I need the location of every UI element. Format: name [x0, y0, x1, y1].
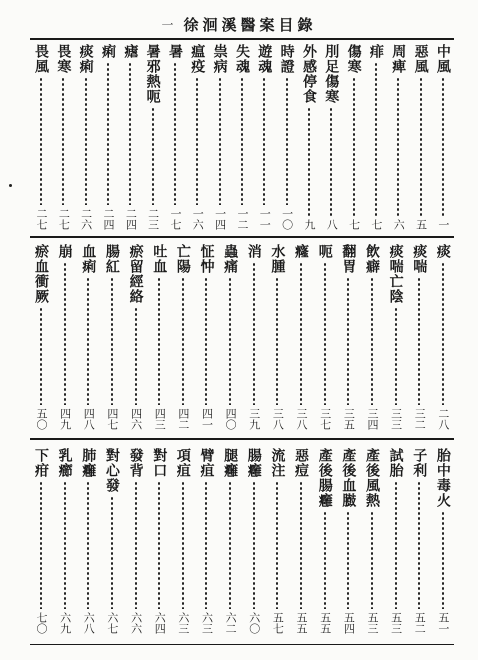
leader-dots: [395, 307, 397, 405]
leader-dots: [286, 77, 288, 205]
entry-title: 傷寒: [345, 44, 362, 74]
entry-title: 消: [245, 244, 262, 259]
toc-entry: [410, 44, 432, 230]
leader-dots: [420, 77, 422, 216]
entry-page-number: 七: [347, 219, 361, 230]
toc-band-3: [30, 448, 454, 634]
entry-title: 崩: [56, 244, 73, 259]
toc-entry: [142, 44, 164, 230]
entry-page-number: 二三: [146, 208, 160, 230]
entry-title: 翻胃: [340, 244, 357, 274]
section-rule-1: [30, 236, 454, 238]
margin-mark: [9, 184, 12, 187]
toc-entry: [30, 44, 52, 230]
entry-page-number: 八: [325, 219, 339, 230]
toc-entry: [30, 244, 52, 430]
toc-entry: [266, 244, 288, 430]
toc-entry: [290, 448, 312, 634]
section-rule-2: [30, 438, 454, 440]
toc-entry: [195, 448, 217, 634]
entry-page-number: 六六: [129, 612, 143, 634]
entry-page-number: 四八: [82, 408, 96, 430]
toc-entry: [337, 244, 359, 430]
entry-title: 項疽: [174, 448, 191, 478]
entry-page-number: 七〇: [35, 612, 48, 634]
entry-title: 祟病: [211, 44, 228, 74]
entry-title: 試胎: [387, 448, 404, 478]
entry-title: 對口: [151, 448, 168, 478]
entry-page-number: 三九: [247, 408, 261, 430]
toc-entry: [314, 244, 336, 430]
toc-entry: [314, 448, 336, 634]
leader-dots: [229, 481, 231, 609]
leader-dots: [442, 262, 444, 405]
top-rule: [30, 38, 454, 40]
entry-page-number: 三三: [389, 408, 403, 430]
leader-dots: [253, 262, 255, 405]
toc-entry: [365, 44, 387, 230]
entry-title: 子利: [411, 448, 428, 478]
entry-page-number: 三八: [295, 408, 309, 430]
toc-entry: [243, 244, 265, 430]
entry-page-number: 二七: [57, 208, 71, 230]
leader-dots: [182, 481, 184, 609]
toc-entry: [148, 448, 170, 634]
toc-entry: [361, 448, 383, 634]
entry-page-number: 六三: [200, 612, 214, 634]
entry-page-number: 二四: [124, 208, 138, 230]
entry-page-number: 一〇: [280, 208, 294, 230]
leader-dots: [397, 77, 399, 216]
entry-title: 乳癤: [56, 448, 73, 478]
toc-band-2: [30, 244, 454, 430]
entry-title: 瘀留經絡: [127, 244, 144, 304]
entry-page-number: 五〇: [35, 408, 48, 430]
entry-page-number: 三五: [342, 408, 356, 430]
entry-page-number: 一六: [191, 208, 205, 230]
leader-dots: [276, 277, 278, 405]
entry-title: 失魂: [233, 44, 250, 74]
entry-title: 瘧: [122, 44, 139, 59]
leader-dots: [371, 511, 373, 609]
leader-dots: [196, 77, 198, 205]
entry-title: 血痢: [80, 244, 97, 274]
toc-entry: [30, 448, 52, 634]
entry-title: 周痺: [390, 44, 407, 74]
entry-title: 下疳: [33, 448, 49, 478]
toc-entry: [385, 244, 407, 430]
entry-page-number: 五一: [436, 612, 450, 634]
entry-page-number: 五二: [413, 612, 427, 634]
leader-dots: [241, 77, 243, 205]
toc-entry: [54, 448, 76, 634]
entry-title: 腿癰: [222, 448, 239, 478]
leader-dots: [395, 481, 397, 609]
entry-title: 怔忡: [198, 244, 215, 274]
toc-entry: [320, 44, 342, 230]
toc-entry: [101, 448, 123, 634]
leader-dots: [324, 511, 326, 609]
entry-title: 產後風熱: [363, 448, 380, 508]
entry-page-number: 四二: [176, 408, 190, 430]
toc-entry: [266, 448, 288, 634]
toc-entry: [54, 244, 76, 430]
toc-entry: [290, 244, 312, 430]
entry-page-number: 六九: [58, 612, 72, 634]
entry-page-number: 四一: [200, 408, 214, 430]
leader-dots: [40, 481, 42, 609]
entry-title: 外感停食: [300, 44, 317, 104]
entry-title: 畏寒: [55, 44, 72, 74]
leader-dots: [135, 307, 137, 405]
entry-title: 瘀血衝厥: [33, 244, 49, 304]
leader-dots: [442, 77, 444, 216]
entry-page-number: 五五: [318, 612, 332, 634]
toc-entry: [77, 448, 99, 634]
toc-entry: [125, 244, 147, 430]
leader-dots: [418, 481, 420, 609]
leader-dots: [40, 77, 42, 205]
leader-dots: [300, 481, 302, 609]
entry-page-number: 六八: [82, 612, 96, 634]
toc-entry: [298, 44, 320, 230]
leader-dots: [330, 107, 332, 216]
toc-entry: [119, 44, 141, 230]
leader-dots: [107, 62, 109, 205]
entry-title: 臂疽: [198, 448, 215, 478]
toc-entry: [408, 448, 430, 634]
leader-dots: [174, 62, 176, 205]
entry-page-number: 六〇: [247, 612, 261, 634]
leader-dots: [64, 262, 66, 405]
entry-title: 畏風: [33, 44, 49, 74]
leader-dots: [276, 481, 278, 609]
entry-title: 流注: [269, 448, 286, 478]
leader-dots: [300, 262, 302, 405]
toc-entry: [148, 244, 170, 430]
entry-title: 暑邪熱呃: [144, 44, 161, 104]
toc-entry: [219, 448, 241, 634]
leader-dots: [442, 511, 444, 609]
entry-page-number: 二四: [101, 208, 115, 230]
entry-page-number: 四九: [58, 408, 72, 430]
leader-dots: [158, 277, 160, 405]
toc-entry: [343, 44, 365, 230]
entry-title: 水腫: [269, 244, 286, 274]
entry-page-number: 一一: [258, 208, 272, 230]
entry-title: 痰: [434, 244, 451, 259]
entry-title: 吐血: [151, 244, 168, 274]
toc-entry: [276, 44, 298, 230]
toc-entry: [337, 448, 359, 634]
entry-page-number: 四三: [153, 408, 167, 430]
toc-entry: [219, 244, 241, 430]
toc-entry: [172, 244, 194, 430]
leader-dots: [253, 481, 255, 609]
entry-title: 飲癖: [363, 244, 380, 274]
leader-dots: [418, 277, 420, 405]
entry-title: 暑: [166, 44, 183, 59]
toc-entry: [432, 244, 454, 430]
leader-dots: [308, 107, 310, 216]
toc-entry: [125, 448, 147, 634]
toc-entry: [385, 448, 407, 634]
entry-page-number: 一: [436, 219, 450, 230]
toc-entry: [164, 44, 186, 230]
page-number: 一: [161, 17, 174, 32]
leader-dots: [353, 77, 355, 216]
entry-page-number: 七: [369, 219, 383, 230]
leader-dots: [347, 277, 349, 405]
entry-title: 呃: [316, 244, 333, 259]
leader-dots: [62, 77, 64, 205]
entry-title: 癃: [293, 244, 310, 259]
toc-entry: [77, 244, 99, 430]
entry-title: 胎中毒火: [434, 448, 451, 508]
entry-page-number: 三八: [271, 408, 285, 430]
entry-page-number: 二六: [79, 208, 93, 230]
entry-page-number: 五四: [342, 612, 356, 634]
page-header: [0, 14, 478, 34]
entry-page-number: 六四: [153, 612, 167, 634]
leader-dots: [219, 77, 221, 205]
entry-title: 蟲痛: [222, 244, 239, 274]
entry-page-number: 六三: [176, 612, 190, 634]
entry-title: 腸紅: [103, 244, 120, 274]
entry-page-number: 五七: [271, 612, 285, 634]
entry-page-number: 五: [414, 219, 428, 230]
leader-dots: [111, 496, 113, 609]
entry-page-number: 三七: [318, 408, 332, 430]
entry-title: 發背: [127, 448, 144, 478]
leader-dots: [182, 277, 184, 405]
entry-page-number: 五三: [389, 612, 403, 634]
entry-page-number: 一二: [235, 208, 249, 230]
entry-title: 中風: [434, 44, 451, 74]
toc-entry: [75, 44, 97, 230]
toc-entry: [97, 44, 119, 230]
entry-page-number: 二八: [436, 408, 450, 430]
entry-title: 惡風: [412, 44, 429, 74]
toc-entry: [253, 44, 275, 230]
leader-dots: [324, 262, 326, 405]
leader-dots: [85, 77, 87, 205]
entry-title: 產後腸癰: [316, 448, 333, 508]
toc-entry: [101, 244, 123, 430]
entry-page-number: 五五: [295, 612, 309, 634]
toc-entry: [52, 44, 74, 230]
entry-title: 痰痢: [77, 44, 94, 74]
entry-title: 刖足傷寒: [323, 44, 340, 104]
entry-page-number: 四〇: [224, 408, 238, 430]
entry-page-number: 四六: [129, 408, 143, 430]
toc-entry: [243, 448, 265, 634]
entry-title: 惡痘: [293, 448, 310, 478]
entry-title: 腸癰: [245, 448, 262, 478]
leader-dots: [152, 107, 154, 205]
toc-entry: [432, 44, 454, 230]
toc-entry: [408, 244, 430, 430]
leader-dots: [87, 481, 89, 609]
entry-page-number: 三四: [365, 408, 379, 430]
entry-page-number: 六: [392, 219, 406, 230]
entry-page-number: 六七: [105, 612, 119, 634]
leader-dots: [205, 481, 207, 609]
leader-dots: [135, 481, 137, 609]
leader-dots: [129, 62, 131, 205]
page-title: 徐洄溪醫案目錄: [183, 15, 317, 34]
leader-dots: [229, 277, 231, 405]
toc-band-1: [30, 44, 454, 230]
entry-title: 遊魂: [256, 44, 273, 74]
toc-entry: [195, 244, 217, 430]
entry-title: 對心發: [103, 448, 120, 493]
bottom-rule: [30, 644, 454, 645]
entry-page-number: 三二: [413, 408, 427, 430]
entry-title: 痰喘: [411, 244, 428, 274]
entry-title: 痱: [367, 44, 384, 59]
entry-page-number: 一七: [168, 208, 182, 230]
entry-title: 肺癰: [80, 448, 97, 478]
entry-title: 痰喘亡陰: [387, 244, 404, 304]
entry-title: 時證: [278, 44, 295, 74]
entry-page-number: 九: [302, 219, 316, 230]
entry-title: 產後血臌: [340, 448, 357, 508]
leader-dots: [371, 277, 373, 405]
leader-dots: [87, 277, 89, 405]
toc-entry: [209, 44, 231, 230]
entry-title: 瘟疫: [189, 44, 206, 74]
toc-entry: [361, 244, 383, 430]
entry-title: 痢: [99, 44, 116, 59]
entry-page-number: 四七: [105, 408, 119, 430]
leader-dots: [64, 481, 66, 609]
entry-page-number: 五三: [365, 612, 379, 634]
entry-page-number: 一四: [213, 208, 227, 230]
leader-dots: [263, 77, 265, 205]
leader-dots: [375, 62, 377, 216]
toc-entry: [172, 448, 194, 634]
entry-page-number: 六二: [224, 612, 238, 634]
entry-page-number: 二七: [35, 208, 48, 230]
leader-dots: [40, 307, 42, 405]
toc-entry: [432, 448, 454, 634]
toc-entry: [231, 44, 253, 230]
toc-entry: [387, 44, 409, 230]
leader-dots: [205, 277, 207, 405]
toc-entry: [186, 44, 208, 230]
leader-dots: [347, 511, 349, 609]
entry-title: 亡陽: [174, 244, 191, 274]
leader-dots: [158, 481, 160, 609]
leader-dots: [111, 277, 113, 405]
